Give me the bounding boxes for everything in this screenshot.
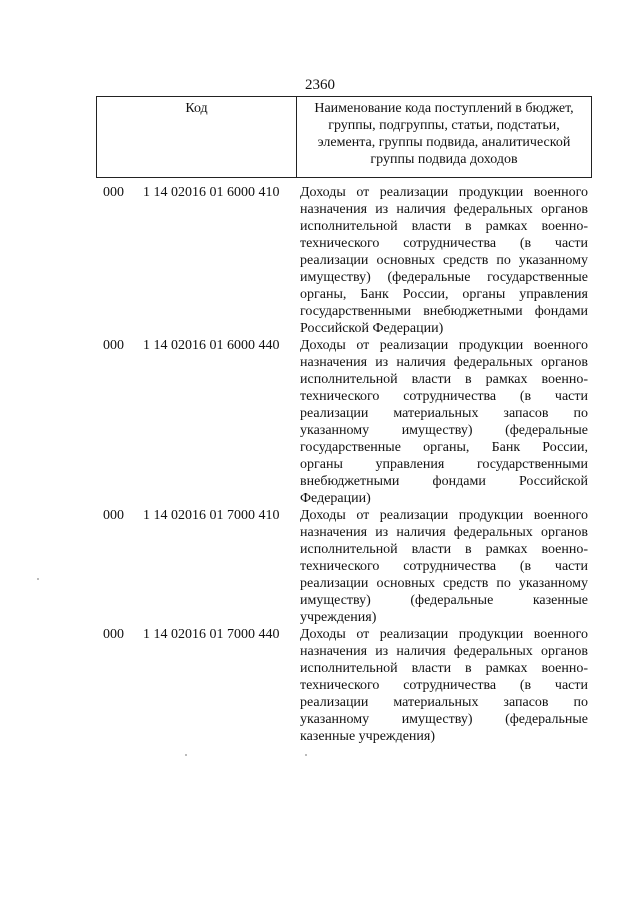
table-row <box>0 184 640 337</box>
description-line: исполнительной власти в рамках военно- <box>300 661 588 676</box>
description-line: Доходы от реализации продукции военного <box>300 185 588 200</box>
description-line: исполнительной власти в рамках военно- <box>300 219 588 234</box>
description-line: исполнительной власти в рамках военно- <box>300 542 588 557</box>
description-line: Доходы от реализации продукции военного <box>300 508 588 523</box>
description-line: указанному имуществу) (федеральные <box>300 712 588 727</box>
income-description <box>300 337 588 507</box>
header-name-line: группы подвида доходов <box>370 152 518 167</box>
table-row <box>0 337 640 507</box>
header-name <box>297 97 591 177</box>
description-line: технического сотрудничества (в части <box>300 389 588 404</box>
description-line: Российской Федерации) <box>300 321 444 336</box>
description-line: реализации основных средств по указанному <box>300 576 588 591</box>
description-line: технического сотрудничества (в части <box>300 678 588 693</box>
income-code: 1 14 02016 01 7000 410 <box>143 508 280 523</box>
header-name-line: Наименование кода поступлений в бюджет, <box>314 101 574 116</box>
description-line: имуществу) (федеральные казенные <box>300 593 588 608</box>
admin-code: 000 <box>103 627 124 642</box>
description-line: технического сотрудничества (в части <box>300 559 588 574</box>
header-code: Код <box>97 97 297 177</box>
description-line: реализации материальных запасов по <box>300 406 588 421</box>
header-name-line: группы, подгруппы, статьи, подстатьи, <box>328 118 560 133</box>
income-description <box>300 184 588 337</box>
description-line: реализации основных средств по указанному <box>300 253 588 268</box>
description-line: Доходы от реализации продукции военного <box>300 338 588 353</box>
description-line: органы управления государственными <box>300 457 588 472</box>
description-line: государственные органы, Банк России, <box>300 440 588 455</box>
page-number: 2360 <box>305 77 335 93</box>
table-header <box>96 96 592 178</box>
description-line: Федерации) <box>300 491 371 506</box>
admin-code: 000 <box>103 508 124 523</box>
description-line: внебюджетными фондами Российской <box>300 474 588 489</box>
table-row <box>0 507 640 626</box>
description-line: учреждения) <box>300 610 377 625</box>
admin-code: 000 <box>103 185 124 200</box>
scan-speck <box>37 578 39 580</box>
scan-speck <box>185 754 187 756</box>
income-description <box>300 626 588 745</box>
description-line: казенные учреждения) <box>300 729 436 744</box>
description-line: реализации материальных запасов по <box>300 695 588 710</box>
income-code: 1 14 02016 01 7000 440 <box>143 627 280 642</box>
description-line: имуществу) (федеральные государственные <box>300 270 588 285</box>
income-description <box>300 507 588 626</box>
description-line: указанному имуществу) (федеральные <box>300 423 588 438</box>
description-line: государственными внебюджетными фондами <box>300 304 588 319</box>
table-row <box>0 626 640 745</box>
description-line: исполнительной власти в рамках военно- <box>300 372 588 387</box>
description-line: органы, Банк России, органы управления <box>300 287 588 302</box>
table-body <box>0 184 640 745</box>
income-code: 1 14 02016 01 6000 410 <box>143 185 280 200</box>
description-line: технического сотрудничества (в части <box>300 236 588 251</box>
admin-code: 000 <box>103 338 124 353</box>
description-line: назначения из наличия федеральных органов <box>300 525 588 540</box>
description-line: назначения из наличия федеральных органов <box>300 202 588 217</box>
income-code: 1 14 02016 01 6000 440 <box>143 338 280 353</box>
scan-speck <box>305 754 307 756</box>
description-line: назначения из наличия федеральных органов <box>300 355 588 370</box>
description-line: назначения из наличия федеральных органов <box>300 644 588 659</box>
description-line: Доходы от реализации продукции военного <box>300 627 588 642</box>
header-name-line: элемента, группы подвида, аналитической <box>317 135 571 150</box>
